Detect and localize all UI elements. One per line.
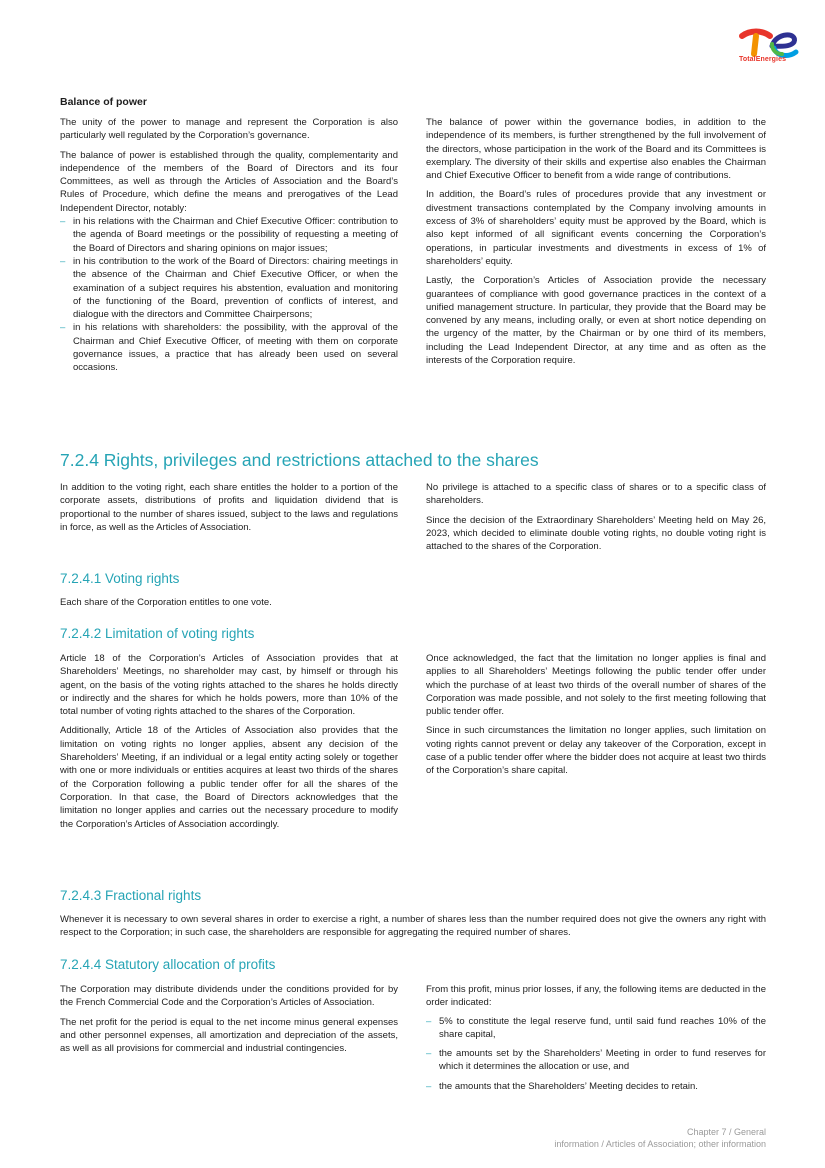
subsection-heading-limitation: 7.2.4.2 Limitation of voting rights xyxy=(60,626,255,641)
paragraph: Lastly, the Corporation’s Articles of Association provide the necessary guarantees of compliance with good governance practices in the context of a unified management structure. In particular, they provide that the Board may be convened by any means, including orally, or even at short notice depending on the urgency of the matter, by the Chairman or by one third of its members, including the Lead Independent Director, at any time and as often as the interests of the Corporation require. xyxy=(426,275,766,367)
balance-right-column xyxy=(426,116,766,367)
list-item: – the amounts set by the Shareholders’ Meeting in order to fund reserves for which it determines the allocation or use, and xyxy=(426,1047,766,1074)
paragraph: Since in such circumstances the limitation no longer applies, such limitation on voting rights cannot prevent or delay any takeover of the Corporation, except in case of a public tender offer where the bidder does not acquire at least two thirds of the Corporation’s share capital. xyxy=(426,725,766,777)
bullet-list xyxy=(60,215,398,375)
paragraph: The net profit for the period is equal to the net income minus general expenses and other personnel expenses, all amortization and depreciation of the assets, as well as all provisions for commercial and industrial contingencies. xyxy=(60,1016,398,1055)
rights-right-column xyxy=(426,481,766,553)
subsection-heading-fractional: 7.2.4.3 Fractional rights xyxy=(60,888,202,903)
paragraph: The balance of power is established through the quality, complementarity and independence of the members of the Board of Directors and its four Committees, as well as through the Articles of Association and the Board’s Rules of Procedure, which define the means and prerogatives of the Lead Independent Director, notably: xyxy=(60,149,398,214)
subsection-heading-voting: 7.2.4.1 Voting rights xyxy=(60,571,180,586)
footer-chapter: Chapter 7 / General xyxy=(686,1127,766,1137)
rights-left-column xyxy=(60,481,398,534)
bullet-list xyxy=(426,1015,766,1093)
paragraph: From this profit, minus prior losses, if any, the following items are deducted in the order indicated: xyxy=(426,984,766,1009)
list-item: – in his relations with the Chairman and Chief Executive Officer: contribution to the agenda of Board meetings or the possibility of requesting a meeting of the Board of Directors and sharing opinions on major issues; xyxy=(60,215,398,255)
paragraph: No privilege is attached to a specific class of shares or to a specific class of shareholders. xyxy=(426,482,766,507)
paragraph: Whenever it is necessary to own several shares in order to exercise a right, a number of shares less than the number required does not give the owners any right with respect to the Corporation; in such case, the shareholders are responsible for aggregating the required number of shares. xyxy=(60,914,766,939)
allocation-right-column xyxy=(426,983,766,1093)
paragraph: In addition to the voting right, each share entitles the holder to a portion of the corporate assets, distributions of profits and liquidation dividend that is proportional to the number of shares issued, subject to the laws and regulations in force, as well as the Articles of Association. xyxy=(60,482,398,533)
paragraph: Once acknowledged, the fact that the limitation no longer applies is final and applies to all Shareholders’ Meetings following the public tender offer under which the purchase of at least two thirds of the overall number of shares of the Corporation was made possible, and not solely to the first meeting following that public tender offer. xyxy=(426,653,766,718)
paragraph: Each share of the Corporation entitles to one vote. xyxy=(60,597,272,608)
page-footer xyxy=(466,1126,766,1150)
fractional-text xyxy=(60,913,766,940)
limitation-left-column xyxy=(60,652,398,831)
paragraph: In addition, the Board’s rules of procedures provide that any investment or divestment transactions contemplated by the Company involving amounts in excess of 3% of shareholders’ equity must be approved by the Board, which is also kept informed of all significant events concerning the Corporation’s operations, in particular investments and divestments in excess of 1% of shareholders’ equity. xyxy=(426,189,766,267)
balance-left-column xyxy=(60,116,398,375)
paragraph: The unity of the power to manage and represent the Corporation is also particularly well regulated by the Corporation’s governance. xyxy=(60,117,398,142)
list-item: – the amounts that the Shareholders’ Meeting decides to retain. xyxy=(426,1080,766,1093)
paragraph: Since the decision of the Extraordinary Shareholders’ Meeting held on May 26, 2023, which decided to eliminate double voting rights, no double voting right is attached to the shares of the Corporation. xyxy=(426,514,766,553)
list-item: – 5% to constitute the legal reserve fund, until said fund reaches 10% of the share capital, xyxy=(426,1015,766,1042)
list-item: – in his relations with shareholders: the possibility, with the approval of the Chairman and Chief Executive Officer, of meeting with them on corporate governance issues, a practice that has already been used on several occasions. xyxy=(60,321,398,374)
limitation-right-column xyxy=(426,652,766,778)
paragraph: Additionally, Article 18 of the Articles of Association also provides that the limitation on voting rights no longer applies, absent any decision of the Shareholders’ Meeting, if an individual or a legal entity acting solely or together with one or more individuals or entities acquires at least two thirds of the shares of the Corporation following a public tender offer for all the shares of the Corporation. In that case, the Board of Directors acknowledges that the limitation no longer applies and carries out the necessary procedure to modify the Corporation’s Articles of Association accordingly. xyxy=(60,725,398,830)
logo-wordmark: TotalEnergies xyxy=(739,56,787,63)
voting-text xyxy=(60,596,766,609)
subsection-heading-allocation: 7.2.4.4 Statutory allocation of profits xyxy=(60,957,276,972)
section-heading-rights: 7.2.4 Rights, privileges and restrictions attached to the shares xyxy=(60,450,539,470)
paragraph: The Corporation may distribute dividends under the conditions provided for by the French Commercial Code and the Corporation’s Articles of Association. xyxy=(60,984,398,1009)
paragraph: Article 18 of the Corporation’s Articles of Association provides that at Shareholders’ Meetings, no shareholder may cast, by himself or through his agent, on the basis of the voting rights attached to the shares he holds directly or indirectly and the shares for which he holds powers, more than 10% of the total number of voting rights attached to the shares of the Corporation. xyxy=(60,653,398,718)
paragraph: The balance of power within the governance bodies, in addition to the independence of its members, is further strengthened by the full involvement of the directors, whose participation in the work of the Board and its Committees is exemplary. The diversity of their skills and expertise also enables the Chairman and Chief Executive Officer to benefit from a wide range of contributions. xyxy=(426,117,766,182)
list-item: – in his contribution to the work of the Board of Directors: chairing meetings in the absence of the Chairman and Chief Executive Officer, or when the examination of a subject requires his abstention, evaluation and monitoring of the functioning of the Board, prevention of conflicts of interest, and dialogue with the directors and Committee Chairpersons; xyxy=(60,255,398,321)
footer-section: information / Articles of Association; other information xyxy=(554,1139,766,1149)
allocation-left-column xyxy=(60,983,398,1055)
balance-heading: Balance of power xyxy=(60,96,147,108)
